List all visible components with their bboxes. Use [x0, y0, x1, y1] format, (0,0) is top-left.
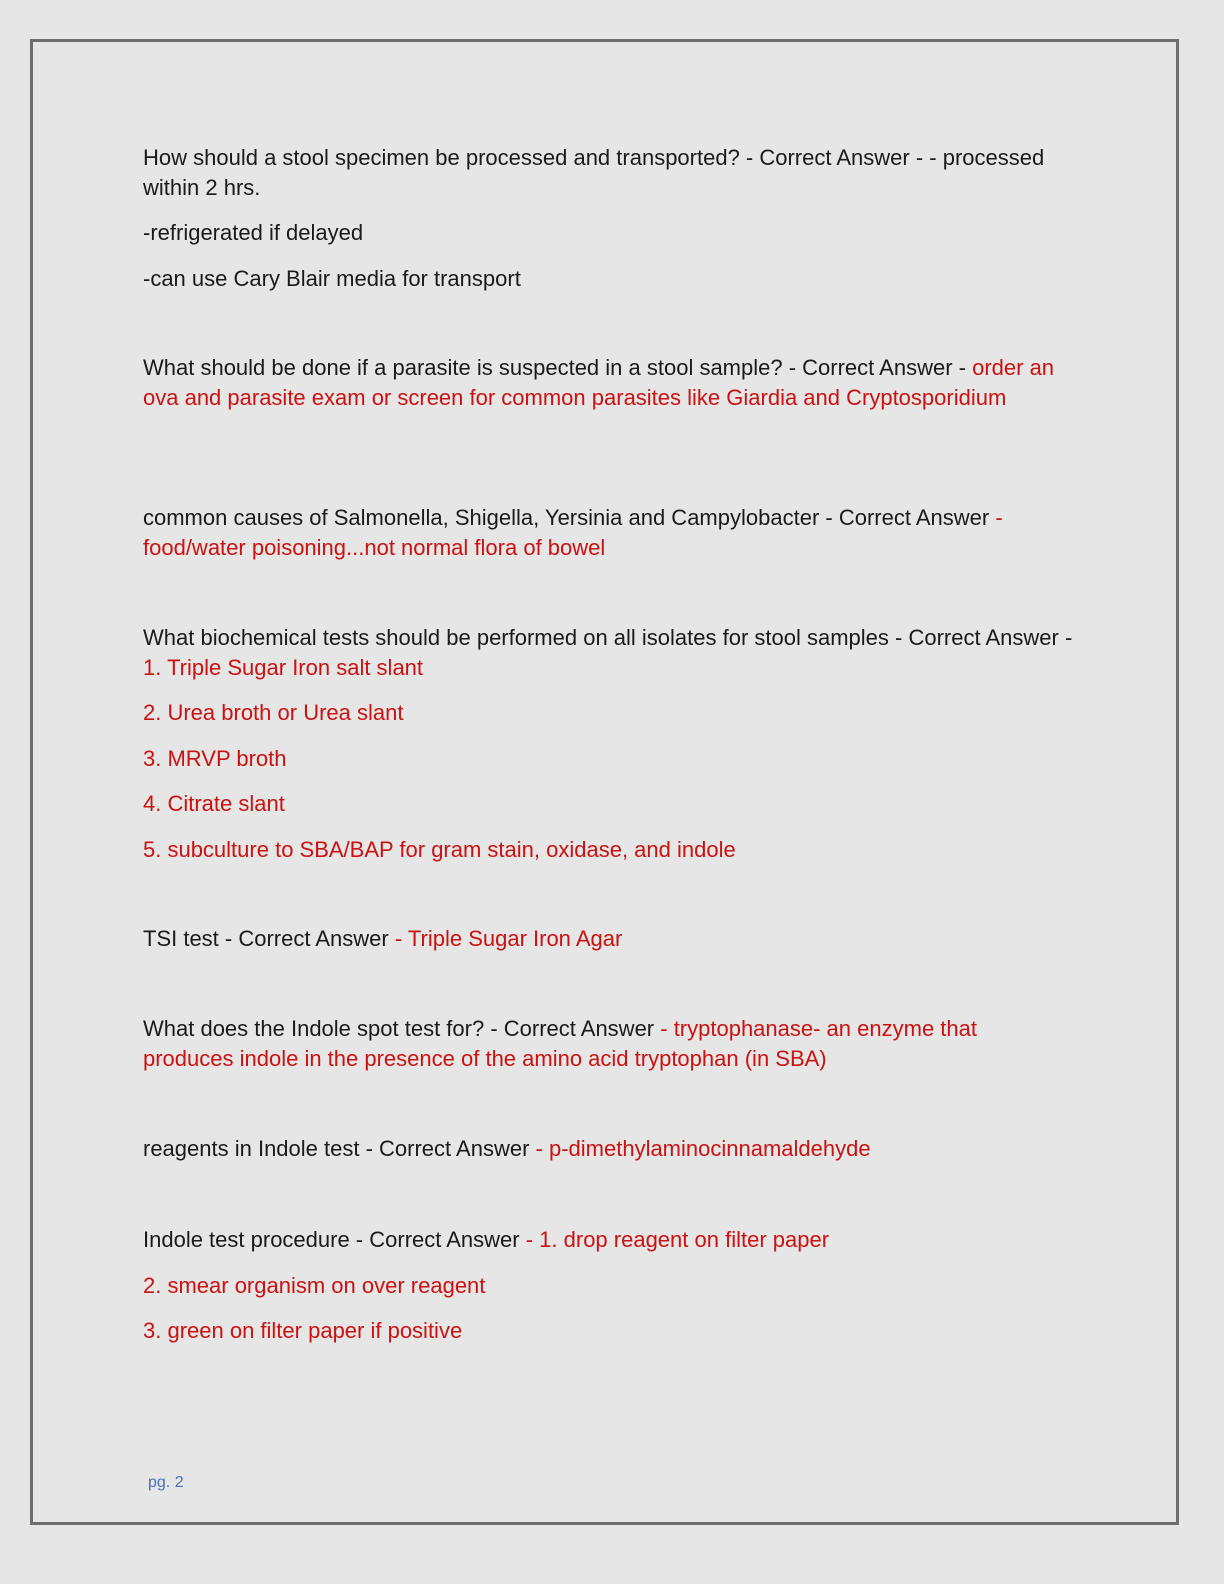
answer-text: - food/water poisoning...not normal flora of bowel: [143, 505, 1003, 560]
answer-text: - tryptophanase- an enzyme that produces indole in the presence of the amino acid tryptophan (in SBA): [143, 1016, 977, 1071]
answer-line: 5. subculture to SBA/BAP for gram stain, oxidase, and indole: [143, 836, 736, 862]
question-text: How should a stool specimen be processed and transported? - Correct Answer -: [143, 145, 930, 170]
question-text: common causes of Salmonella, Shigella, Yersinia and Campylobacter - Correct Answer: [143, 505, 996, 530]
qa-item: [143, 623, 1073, 864]
answer-line: 3. green on filter paper if positive: [143, 1318, 463, 1343]
answer-text: - processed within 2 hrs.: [143, 145, 1045, 200]
answer-line: -can use Cary Blair media for transport: [143, 265, 521, 291]
answer-text: - Triple Sugar Iron Agar: [394, 926, 623, 951]
question-text: reagents in Indole test - Correct Answer: [143, 1136, 536, 1161]
question-text: What should be done if a parasite is suspected in a stool sample? - Correct Answer -: [143, 355, 973, 380]
qa-item: [143, 924, 1073, 954]
qa-item: [143, 353, 1073, 412]
question-text: What biochemical tests should be performed on all isolates for stool samples - Correct Answer -: [143, 625, 1073, 650]
qa-item: [143, 503, 1073, 562]
page-number: pg. 2: [148, 1474, 184, 1491]
qa-item: [143, 1014, 1073, 1073]
answer-text: - p-dimethylaminocinnamaldehyde: [535, 1136, 871, 1161]
answer-line: 2. Urea broth or Urea slant: [143, 700, 404, 725]
qa-entry: [143, 924, 1073, 954]
answer-text: - 1. drop reagent on filter paper: [525, 1227, 830, 1252]
qa-entry: [143, 503, 1073, 562]
answer-line: 2. smear organism on over reagent: [143, 1272, 486, 1298]
answer-line: 4. Citrate slant: [143, 791, 285, 816]
question-text: What does the Indole spot test for? - Correct Answer: [143, 1016, 661, 1041]
qa-item: [143, 1134, 1073, 1164]
question-text: Indole test procedure - Correct Answer: [143, 1227, 526, 1252]
qa-item: [143, 1225, 1073, 1346]
qa-entry: [143, 1225, 1073, 1255]
question-text: TSI test - Correct Answer: [143, 926, 395, 951]
answer-text: order an ova and parasite exam or screen for common parasites like Giardia and Cryptosporidium: [143, 355, 1055, 410]
qa-entry: [143, 1014, 1073, 1073]
answer-line: -refrigerated if delayed: [143, 220, 364, 245]
qa-entry: [143, 1134, 1073, 1164]
qa-entry: [143, 353, 1073, 412]
qa-entry: [143, 623, 1073, 682]
answer-line: 3. MRVP broth: [143, 745, 287, 771]
qa-item: [143, 143, 1073, 293]
qa-entry: [143, 143, 1073, 202]
answer-text: 1. Triple Sugar Iron salt slant: [143, 654, 424, 680]
